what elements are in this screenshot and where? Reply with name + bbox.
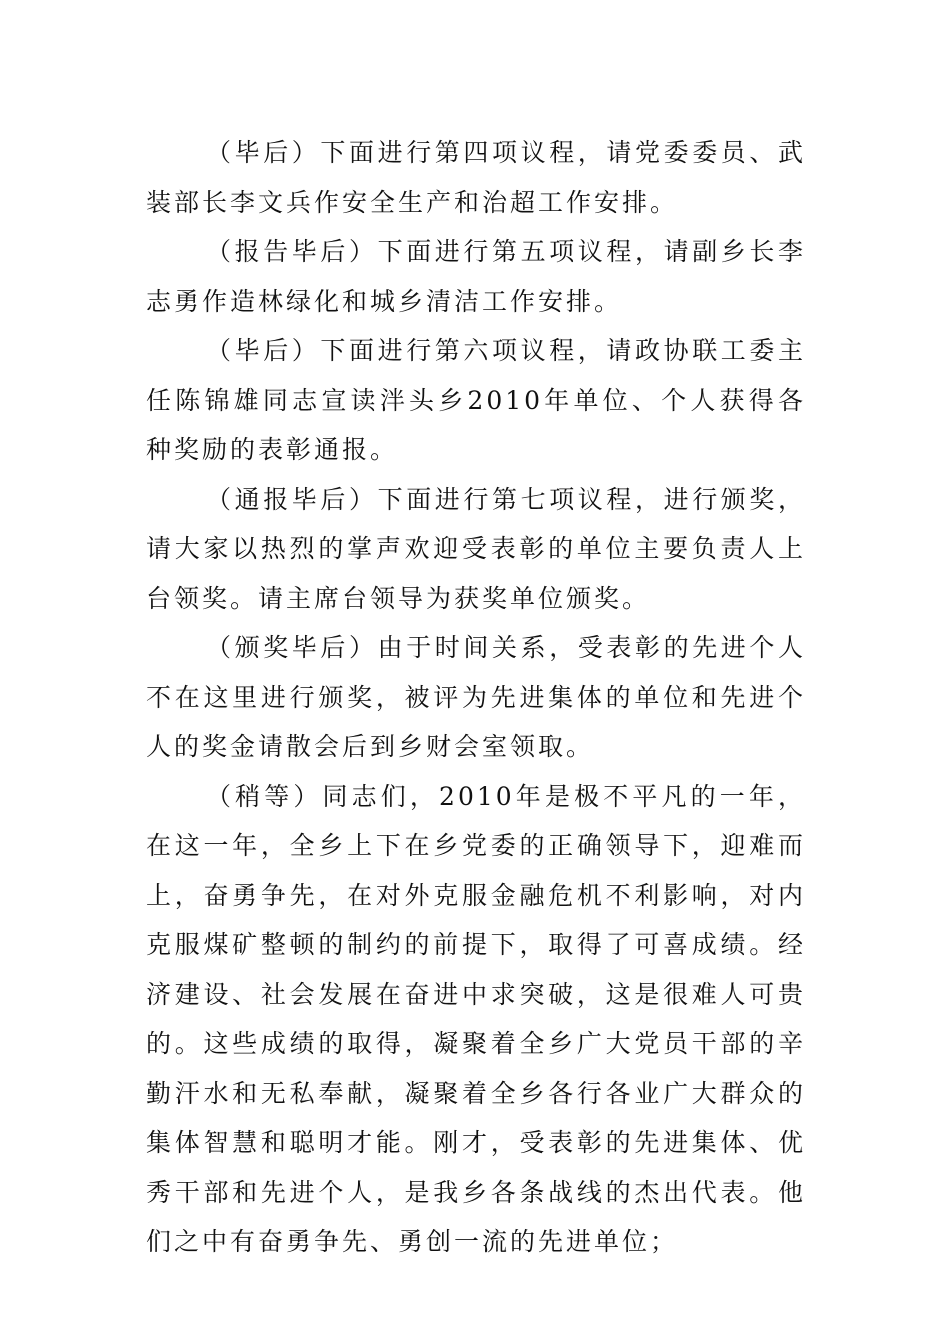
paragraph-summary: （稍等）同志们，2010年是极不平凡的一年，在这一年，全乡上下在乡党委的正确领导下，迎难而上，奋勇争先，在对外克服金融危机不利影响，对内克服煤矿整顿的制约的前提下，取得了可喜成绩。经济建设、社会发展在奋进中求突破，这是很难人可贵的。这些成绩的取得，凝聚着全乡广大党员干部的辛勤汗水和无私奉献，凝聚着全乡各行各业广大群众的集体智慧和聪明才能。刚才，受表彰的先进集体、优秀干部和先进个人，是我乡各条战线的杰出代表。他们之中有奋勇争先、勇创一流的先进单位； (146, 781, 806, 1256)
paragraph-agenda-7: （通报毕后）下面进行第七项议程，进行颁奖，请大家以热烈的掌声欢迎受表彰的单位主要负责人上台领奖。请主席台领导为获奖单位颁奖。 (146, 484, 806, 613)
paragraph-agenda-6: （毕后）下面进行第六项议程，请政协联工委主任陈锦雄同志宣读泮头乡2010年单位、个人获得各种奖励的表彰通报。 (146, 336, 806, 464)
paragraph-agenda-5: （报告毕后）下面进行第五项议程，请副乡长李志勇作造林绿化和城乡清洁工作安排。 (146, 237, 806, 316)
document-body (146, 128, 806, 1267)
paragraph-agenda-4: （毕后）下面进行第四项议程，请党委委员、武装部长李文兵作安全生产和治超工作安排。 (146, 138, 806, 217)
paragraph-award-note: （颁奖毕后）由于时间关系，受表彰的先进个人不在这里进行颁奖，被评为先进集体的单位和先进个人的奖金请散会后到乡财会室领取。 (146, 633, 806, 761)
